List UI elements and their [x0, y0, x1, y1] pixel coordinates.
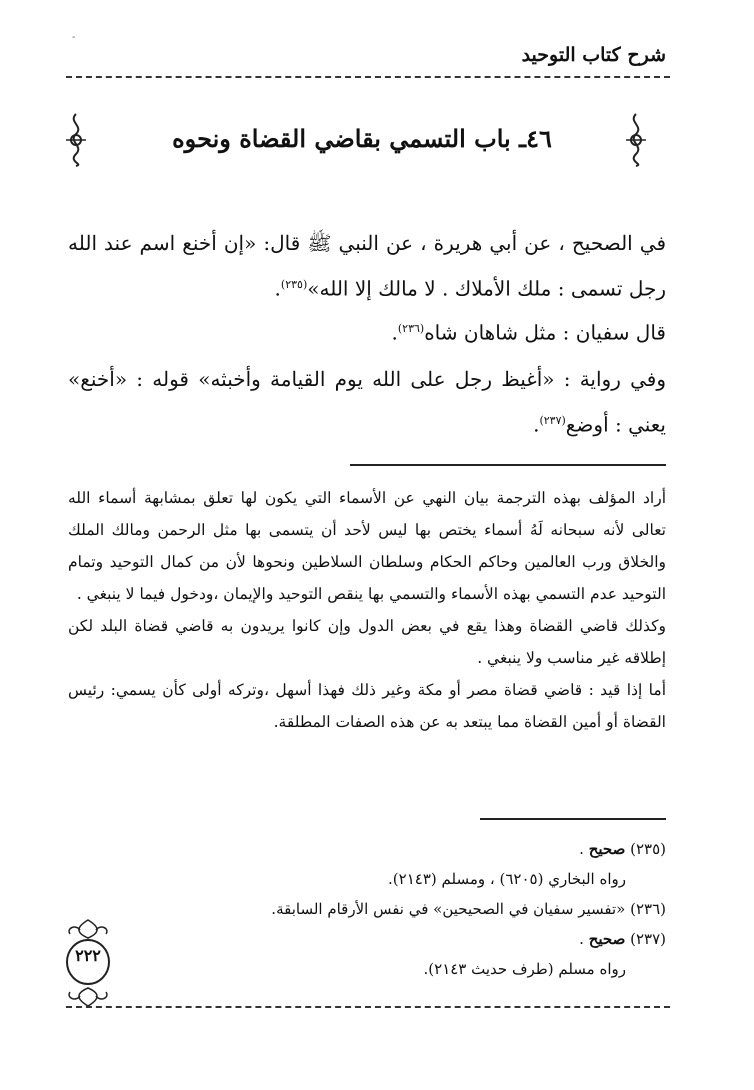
- page-number: ٢٢٢: [75, 946, 101, 965]
- footnotes-section: [150, 834, 666, 984]
- right-ornament-icon: [622, 112, 650, 168]
- footnote-ref: (٢٣٦): [397, 322, 425, 335]
- footnote-ref: (٢٣٥): [280, 278, 308, 291]
- riwaya-text: وفي رواية : «أغيظ رجل على الله يوم القيامة وأخبثه» قوله : «أخنع» يعني : أوضع: [68, 367, 666, 437]
- left-ornament-icon: [62, 112, 90, 168]
- commentary-paragraph: أراد المؤلف بهذه الترجمة بيان النهي عن الأسماء التي يكون لها تعلق بمشابهة أسماء الله تعالى لأنه سبحانه لَهُ أسماء يختص بها ليس لأحد أن يتسمى بها مثل الرحمن ومالك الملك والخلاق ورب العالمين وحاكم الحكام وسلطان السلاطين ونحوها لأن من كمال التوحيد وتمام التوحيد عدم التسمي بهذه الأسماء والتسمي بها ينقص التوحيد والإيمان ،ودخول فيما لا ينبغي .: [68, 489, 666, 603]
- footnote-ref: (٢٣٧): [539, 414, 566, 427]
- hadith-end: .: [274, 276, 281, 301]
- footnote-number: (٢٣٥): [630, 840, 666, 858]
- chapter-title: ٤٦ـ باب التسمي بقاضي القضاة ونحوه: [172, 124, 552, 153]
- footnote-number: (٢٣٦): [630, 900, 666, 918]
- footnote-item: رواه مسلم (طرف حديث ٢١٤٣).: [423, 960, 626, 978]
- riwaya-end: .: [533, 412, 540, 437]
- sufyan-paragraph: [68, 308, 666, 354]
- footnote-text: «تفسير سفيان في الصحيحين» في نفس الأرقام السابقة.: [271, 900, 626, 918]
- commentary-paragraph: وكذلك قاضي القضاة وهذا يقع في بعض الدول وإن كانوا يريدون به قاضي قضاة البلد لكن إطلاقه غير مناسب ولا ينبغي .: [68, 617, 666, 667]
- footnote-separator: [480, 818, 666, 820]
- header-divider: [66, 76, 670, 78]
- sufyan-end: .: [391, 320, 398, 345]
- footnote-item: [150, 894, 666, 924]
- footnote-item: [150, 924, 666, 954]
- footnote-number: (٢٣٧): [630, 930, 666, 948]
- footnote-end: .: [579, 930, 584, 948]
- running-header-title: شرح كتاب التوحيد: [521, 44, 666, 66]
- commentary-section: [68, 482, 666, 738]
- hadith-text: في الصحيح ، عن أبي هريرة ، عن النبي ﷺ قال: «إن أخنع اسم عند الله رجل تسمى : ملك الأملاك . لا مالك إلا الله»: [68, 231, 666, 301]
- footer-divider: [66, 1006, 670, 1008]
- footnote-grade: صحيح: [588, 930, 626, 948]
- commentary-separator: [350, 464, 666, 466]
- page-mark: -: [72, 32, 76, 43]
- footnote-end: .: [579, 840, 584, 858]
- footnote-item: [150, 834, 666, 864]
- riwaya-paragraph: [68, 358, 666, 446]
- hadith-paragraph: [68, 222, 666, 310]
- commentary-paragraph: أما إذا قيد : قاضي قضاة مصر أو مكة وغير ذلك فهذا أسهل ،وتركه أولى كأن يسمي: رئيس القضاة أو أمين القضاة مما يبتعد به عن هذه الصفات المطلقة.: [68, 681, 666, 731]
- footnote-item: رواه البخاري (٦٢٠٥) ، ومسلم (٢١٤٣).: [388, 870, 626, 888]
- footnote-grade: صحيح: [588, 840, 626, 858]
- sufyan-text: قال سفيان : مثل شاهان شاه: [424, 320, 666, 345]
